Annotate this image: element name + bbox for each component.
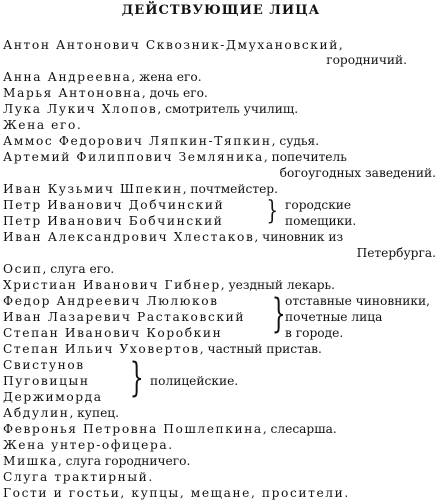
character-role: , дочь его. [141,86,208,100]
group-note-line1: отставные чиновники, [285,294,431,308]
character-role: , слуга городничего. [57,454,191,468]
character-name: Аммос Федорович Ляпкин-Тяпкин [3,134,272,148]
character-role: , слесарша. [262,422,337,436]
character-name: Осип [3,262,43,276]
group-note-line2: почетные лица [285,310,383,324]
character-mishka [3,453,190,469]
character-name: Анна Андреевна [3,70,132,84]
character-svistunov: Свистунов [3,358,85,372]
character-name: Мишка [3,454,58,468]
character-lyulyukov: Федор Андреевич Люлюков [3,294,219,308]
character-ukhovertov [3,341,322,357]
character-role: , судья. [271,134,320,148]
character-ivan-shpekin [3,181,278,197]
character-derzhimorda: Держиморда [3,390,103,404]
character-bobchinsky: Петр Иванович Бобчинский [3,214,224,228]
character-role: , слуга его. [42,262,115,276]
character-name: Марья Антоновна [3,86,142,100]
character-sluga: Слуга трактирный. [3,470,154,484]
character-abdulin [3,405,119,421]
character-role: , смотритель училищ. [157,102,299,116]
group-brace: } [129,355,144,401]
character-anna [3,69,202,85]
group-note-line1: городские [285,198,352,212]
character-role: , уездный лекарь. [220,278,336,292]
character-marya [3,85,208,101]
character-name: Артемий Филиппович Земляника [3,150,264,164]
character-ammos [3,133,319,149]
character-artemy [3,149,347,165]
character-dobchinsky: Петр Иванович Добчинский [3,198,225,212]
character-zhena: Жена его. [3,118,83,132]
group-note-line2: помещики. [285,214,357,228]
character-role: , попечитель [263,150,347,164]
character-role: , купец. [69,406,120,420]
page-heading: ДЕЙСТВУЮЩИЕ ЛИЦА [121,3,321,18]
group-brace: } [271,291,286,337]
character-role-continued: богоугодных заведений. [279,166,436,180]
character-name: Февронья Петровна Пошлепкина [3,422,263,436]
character-skvoznik [3,37,344,53]
character-name: Иван Кузьмич Шпекин [3,182,183,196]
character-korobkin: Степан Иванович Коробкин [3,326,223,340]
character-name: Лука Лукич Хлопов [3,102,158,116]
character-luka [3,101,298,117]
character-name: Абдулин [3,406,70,420]
character-role: , почтмейстер. [182,182,278,196]
character-role: , частный пристав. [199,342,322,356]
character-role-continued: Петербурга. [356,246,436,260]
character-gosti: Гости и гостьи, купцы, мещане, просители. [3,486,350,500]
character-name: Степан Ильич Уховертов [3,342,200,356]
character-name: Антон Антонович Сквозник-Дмухановский, [3,38,345,52]
character-name: Христиан Иванович Гибнер [3,278,221,292]
character-role: , жена его. [131,70,202,84]
character-name: Иван Александрович Хлестаков [3,230,255,244]
group-brace: } [266,196,279,226]
character-osip [3,261,114,277]
character-role: городничий. [326,53,407,67]
group-note: полицейские. [150,374,239,388]
character-fevronya [3,421,337,437]
character-zhena-unter: Жена унтер-офицера. [3,438,174,452]
group-note-line3: в городе. [285,326,344,340]
character-role: , чиновник из [254,230,344,244]
character-rastakovsky: Иван Лазаревич Растаковский [3,310,246,324]
character-khlestakov [3,229,343,245]
character-pugovitsyn: Пуговицын [3,374,90,388]
